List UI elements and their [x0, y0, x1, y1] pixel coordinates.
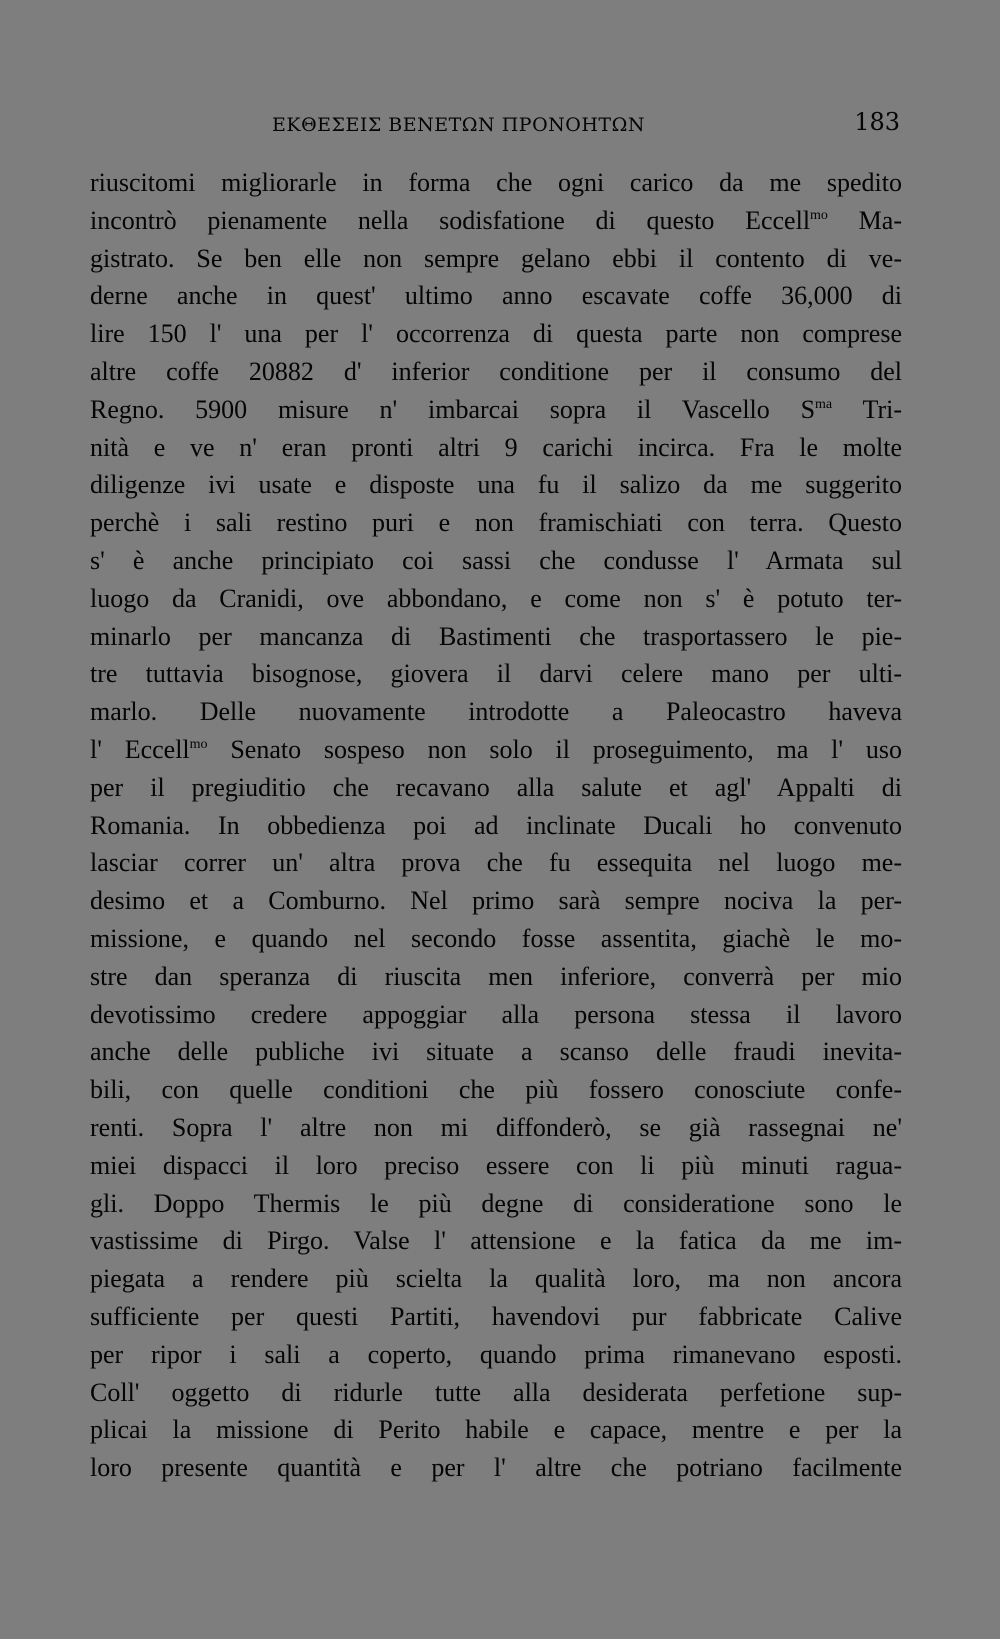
text-line: tre tuttavia bisognose, giovera il darvi celere mano per ulti-	[90, 659, 902, 689]
text-line: plicai la missione di Perito habile e capace, mentre e per la	[90, 1415, 902, 1445]
text-line: stre dan speranza di riuscita men inferiore, converrà per mio	[90, 961, 902, 991]
text-line: miei dispacci il loro preciso essere con li più minuti ragua-	[90, 1150, 902, 1180]
text-line: diligenze ivi usate e disposte una fu il salizo da me suggerito	[90, 470, 902, 500]
text-line: per ripor i sali a coperto, quando prima rimanevano esposti.	[90, 1339, 902, 1369]
text-line: renti. Sopra l' altre non mi diffonderò, se già rassegnai ne'	[90, 1112, 902, 1142]
text-line: desimo et a Comburno. Nel primo sarà sempre nociva la per-	[90, 886, 902, 916]
text-line: l' Eccell$^{mo}$ Senato sospeso non solo il proseguimento, ma l' uso	[90, 734, 902, 764]
text-line: incontrò pienamente nella sodisfatione di questo Eccell$^{mo}$ Ma-	[90, 205, 902, 235]
text-line: derne anche in quest' ultimo anno escavate coffe 36,000 di	[90, 281, 902, 311]
text-line: perchè i sali restino puri e non framischiati con terra. Questo	[90, 508, 902, 538]
text-line: Coll' oggetto di ridurle tutte alla desiderata perfetione sup-	[90, 1377, 902, 1407]
text-line: bili, con quelle conditioni che più fossero conosciute confe-	[90, 1075, 902, 1105]
text-line: gli. Doppo Thermis le più degne di consideratione sono le	[90, 1188, 902, 1218]
text-line: minarlo per mancanza di Bastimenti che trasportassero le pie-	[90, 621, 902, 651]
running-head	[90, 108, 900, 148]
text-line: gistrato. Se ben elle non sempre gelano ebbi il contento di ve-	[90, 243, 902, 273]
text-line: altre coffe 20882 d' inferior conditione per il consumo del	[90, 356, 902, 386]
text-line: Romania. In obbedienza poi ad inclinate Ducali ho convenuto	[90, 810, 902, 840]
text-line: nità e ve n' eran pronti altri 9 carichi incirca. Fra le molte	[90, 432, 902, 462]
page-number: 183	[854, 108, 900, 136]
text-line: riuscitomi migliorarle in forma che ogni carico da me spedito	[90, 168, 902, 197]
text-line: per il pregiuditio che recavano alla salute et agl' Appalti di	[90, 772, 902, 802]
text-line: lasciar correr un' altra prova che fu essequita nel luogo me-	[90, 848, 902, 878]
text-line: missione, e quando nel secondo fosse assentita, giachè le mo-	[90, 923, 902, 953]
text-line: loro presente quantità e per l' altre che potriano facilmente	[90, 1453, 902, 1483]
text-line: devotissimo credere appoggiar alla persona stessa il lavoro	[90, 999, 902, 1029]
text-line: Regno. 5900 misure n' imbarcai sopra il Vascello $S^{ma}$ Tri-	[90, 394, 902, 424]
text-line: marlo. Delle nuovamente introdotte a Paleocastro haveva	[90, 697, 902, 727]
text-line: lire 150 l' una per l' occorrenza di questa parte non comprese	[90, 319, 902, 349]
text-line: anche delle publiche ivi situate a scanso delle fraudi inevita-	[90, 1037, 902, 1067]
text-line: sufficiente per questi Partiti, havendovi pur fabbricate Calive	[90, 1301, 902, 1331]
text-line: vastissime di Pirgo. Valse l' attensione e la fatica da me im-	[90, 1226, 902, 1256]
running-title: ΕΚΘΕΣΕΙΣ ΒΕΝΕΤΩΝ ΠΡΟΝΟΗΤΩΝ	[272, 114, 645, 136]
body-text	[90, 164, 902, 1487]
text-line: luogo da Cranidi, ove abbondano, e come non s' è potuto ter-	[90, 583, 902, 613]
text-line: piegata a rendere più scielta la qualità loro, ma non ancora	[90, 1264, 902, 1294]
text-line: s' è anche principiato coi sassi che condusse l' Armata sul	[90, 545, 902, 575]
